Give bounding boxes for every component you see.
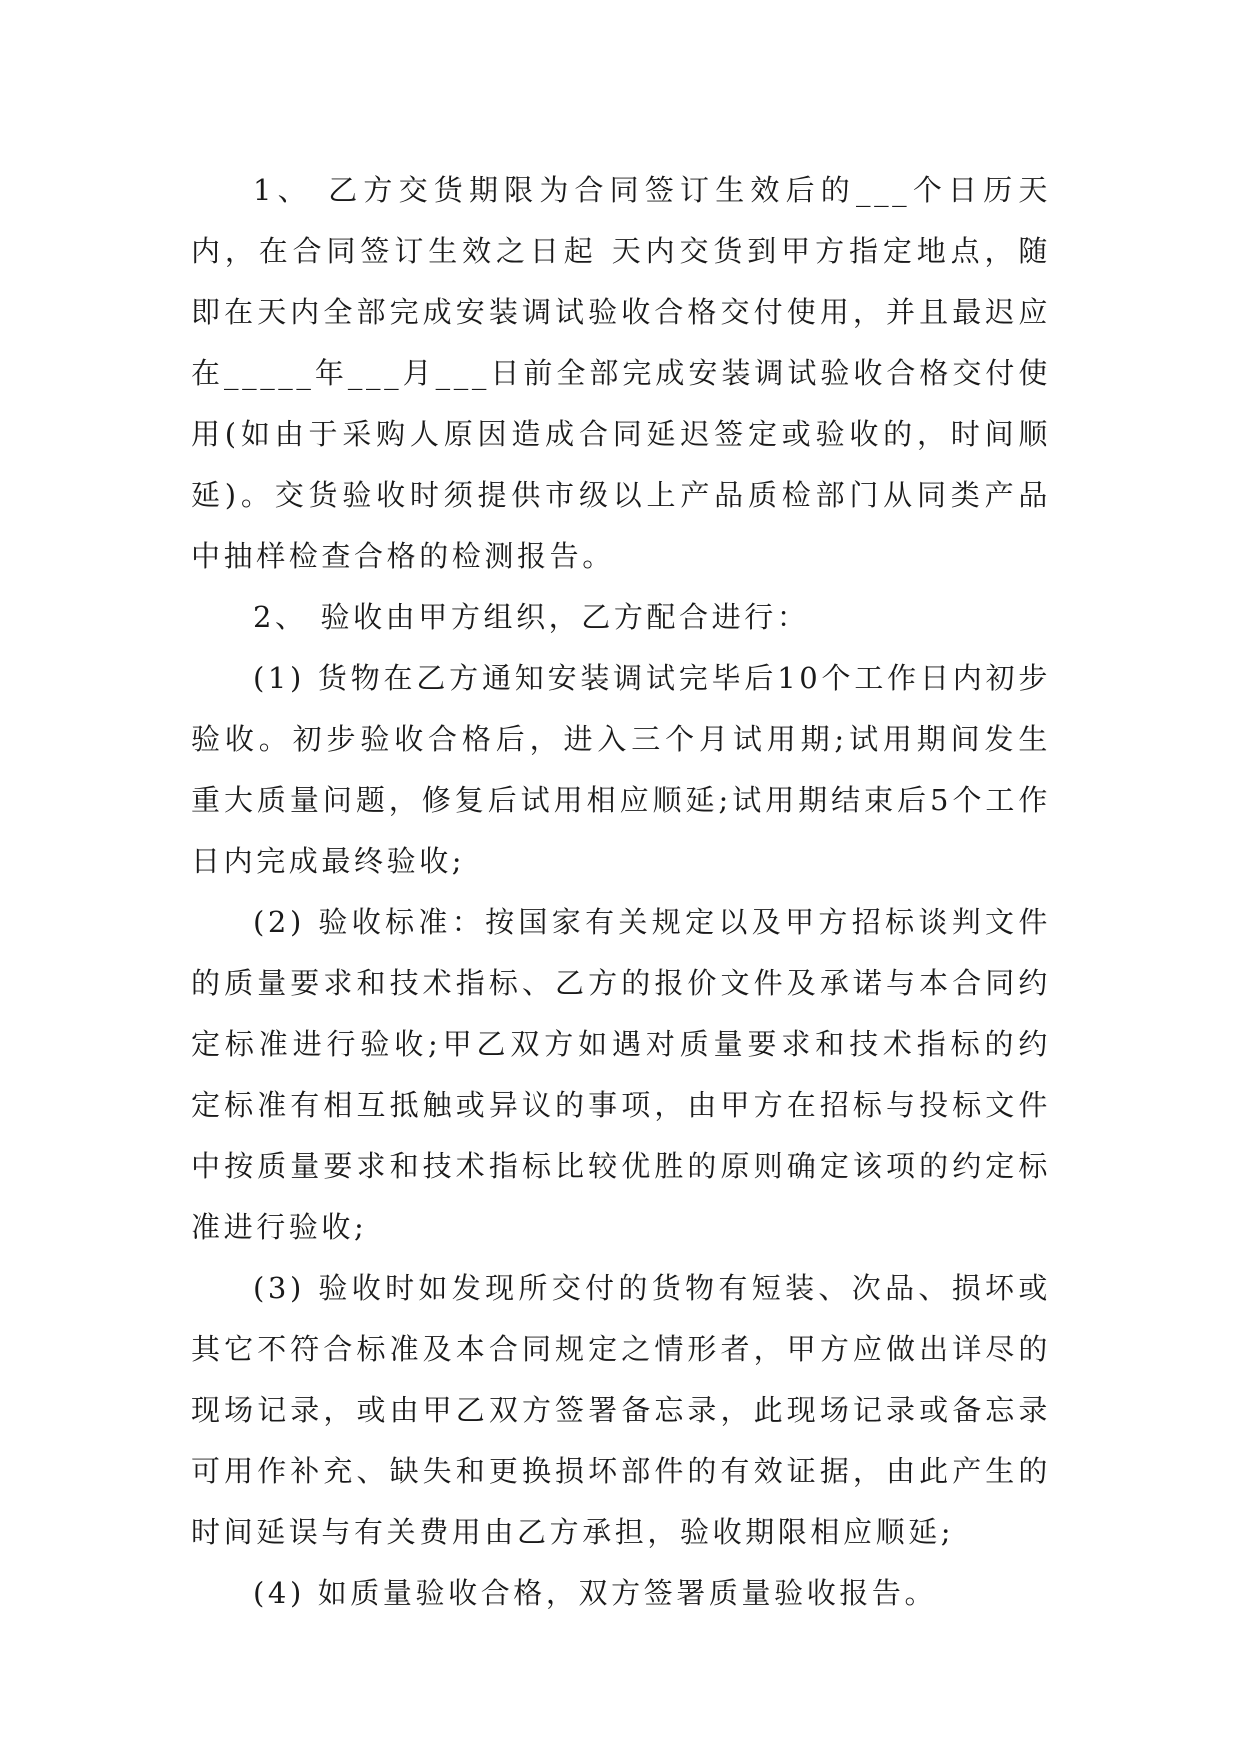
paragraph-defect-handling: (3) 验收时如发现所交付的货物有短装、次品、损坏或其它不符合标准及本合同规定之情形者，甲方应做出详尽的现场记录，或由甲乙双方签署备忘录，此现场记录或备忘录可用作补充、缺失和更换损坏部件的有效证据，由此产生的时间延误与有关费用由乙方承担，验收期限相应顺延; bbox=[191, 1271, 1051, 1549]
paragraph-acceptance-standard: (2) 验收标准：按国家有关规定以及甲方招标谈判文件的质量要求和技术指标、乙方的报价文件及承诺与本合同约定标准进行验收;甲乙双方如遇对质量要求和技术指标的约定标准有相互抵触或异议的事项，由甲方在招标与投标文件中按质量要求和技术指标比较优胜的原则确定该项的约定标准进行验收; bbox=[191, 905, 1051, 1244]
paragraph-acceptance-organization: 2、 验收由甲方组织，乙方配合进行： bbox=[253, 600, 810, 634]
paragraph-preliminary-acceptance: (1) 货物在乙方通知安装调试完毕后10个工作日内初步验收。初步验收合格后，进入三个月试用期;试用期间发生重大质量问题，修复后试用相应顺延;试用期结束后5个工作日内完成最终验收; bbox=[191, 661, 1051, 878]
paragraph-acceptance-report: (4) 如质量验收合格，双方签署质量验收报告。 bbox=[253, 1576, 938, 1610]
document-body bbox=[191, 160, 1051, 1624]
paragraph-delivery-term: 1、 乙方交货期限为合同签订生效后的___个日历天内，在合同签订生效之日起 天内交货到甲方指定地点，随即在天内全部完成安装调试验收合格交付使用，并且最迟应在_____年___月___日前全部完成安装调试验收合格交付使用(如由于采购人原因造成合同延迟签定或验收的，时间顺延)。交货验收时须提供市级以上产品质检部门从同类产品中抽样检查合格的检测报告。 bbox=[191, 173, 1051, 573]
